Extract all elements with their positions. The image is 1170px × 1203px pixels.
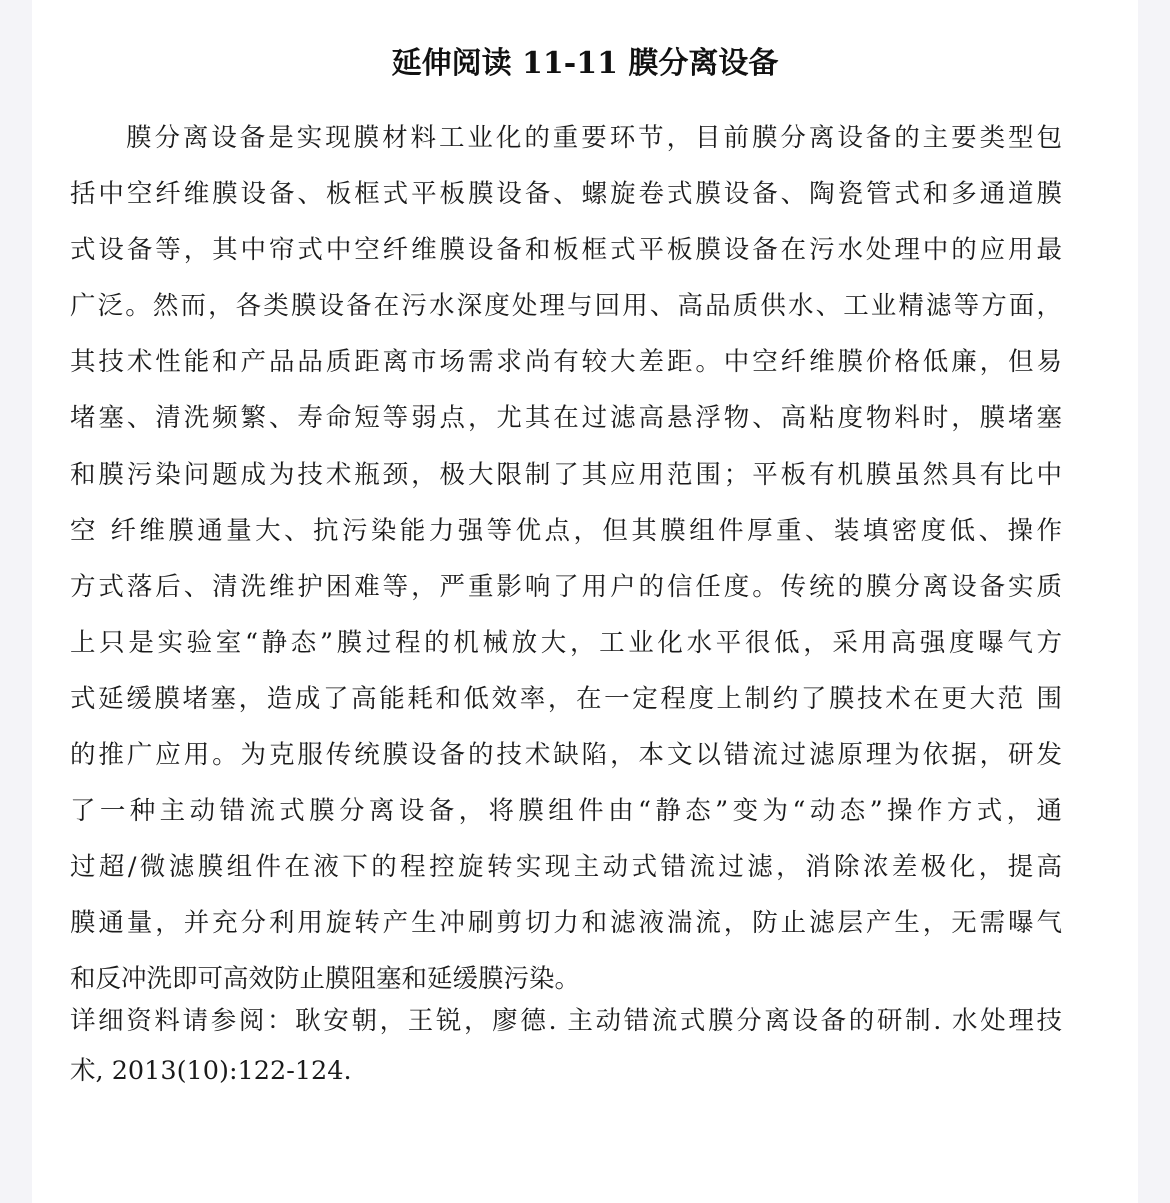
document-page [32, 0, 1138, 1203]
paragraph-line: 括中空纤维膜设备、板框式平板膜设备、螺旋卷式膜设备、陶瓷管式和多通道膜 [70, 179, 1062, 210]
paragraph-line: 了一种主动错流式膜分离设备，将膜组件由“静态”变为“动态”操作方式，通 [70, 796, 1062, 827]
citation-line: 详细资料请参阅：耿安朝，王锐，廖德. 主动错流式膜分离设备的研制. 水处理技 [70, 1006, 1062, 1036]
paragraph-line: 和反冲洗即可高效防止膜阻塞和延缓膜污染。 [70, 964, 581, 995]
paragraph-line: 方式落后、清洗维护困难等，严重影响了用户的信任度。传统的膜分离设备实质 [70, 571, 1062, 602]
paragraph-line: 和膜污染问题成为技术瓶颈，极大限制了其应用范围；平板有机膜虽然具有比中 [70, 459, 1062, 490]
paragraph-line: 空 纤维膜通量大、抗污染能力强等优点，但其膜组件厚重、装填密度低、操作 [70, 515, 1062, 546]
document-title: 延伸阅读 11-11 膜分离设备 [391, 46, 779, 81]
paragraph-line: 式设备等，其中帘式中空纤维膜设备和板框式平板膜设备在污水处理中的应用最 [70, 235, 1062, 266]
paragraph-line: 的推广应用。为克服传统膜设备的技术缺陷，本文以错流过滤原理为依据，研发 [70, 740, 1062, 771]
paragraph-line: 其技术性能和产品品质距离市场需求尚有较大差距。中空纤维膜价格低廉，但易 [70, 347, 1062, 378]
paragraph-line: 堵塞、清洗频繁、寿命短等弱点，尤其在过滤高悬浮物、高粘度物料时，膜堵塞 [70, 403, 1062, 434]
paragraph-line: 式延缓膜堵塞，造成了高能耗和低效率，在一定程度上制约了膜技术在更大范 围 [70, 683, 1062, 714]
paragraph-line: 广泛。然而，各类膜设备在污水深度处理与回用、高品质供水、工业精滤等方面， [70, 291, 1062, 322]
citation-line: 术, 2013(10):122-124. [70, 1056, 352, 1086]
paragraph-line: 膜通量，并充分利用旋转产生冲刷剪切力和滤液湍流，防止滤层产生，无需曝气 [70, 908, 1062, 939]
paragraph-line: 膜分离设备是实现膜材料工业化的重要环节，目前膜分离设备的主要类型包 [126, 123, 1062, 153]
paragraph-line: 上只是实验室“静态”膜过程的机械放大，工业化水平很低，采用高强度曝气方 [70, 627, 1062, 658]
body-paragraph [70, 110, 1062, 1008]
reference-citation [70, 996, 1062, 1096]
paragraph-line: 过超/微滤膜组件在液下的程控旋转实现主动式错流过滤，消除浓差极化，提高 [70, 852, 1062, 883]
